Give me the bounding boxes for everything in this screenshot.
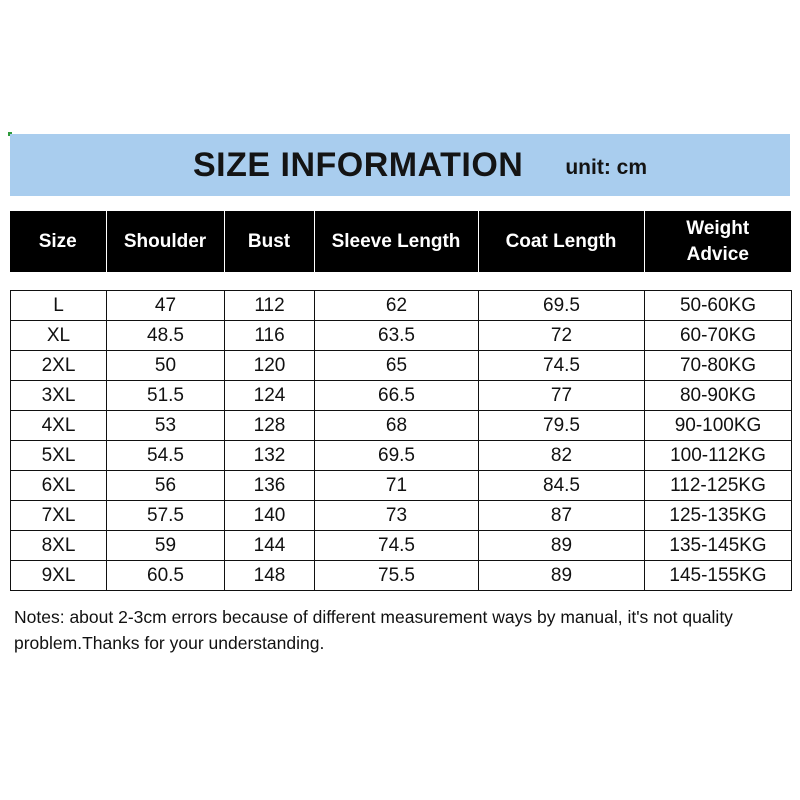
cell-bust: 136 (225, 471, 315, 501)
cell-sleeve-length: 74.5 (315, 531, 479, 561)
cell-size: 8XL (11, 531, 107, 561)
table-row (11, 351, 792, 381)
cell-weight-advice: 50-60KG (645, 291, 792, 321)
table-row (11, 531, 792, 561)
cell-sleeve-length: 63.5 (315, 321, 479, 351)
cell-coat-length: 74.5 (479, 351, 645, 381)
cell-bust: 124 (225, 381, 315, 411)
cell-size: 7XL (11, 501, 107, 531)
cell-sleeve-length: 73 (315, 501, 479, 531)
cell-sleeve-length: 65 (315, 351, 479, 381)
cell-size: L (11, 291, 107, 321)
cell-bust: 132 (225, 441, 315, 471)
cell-coat-length: 89 (479, 531, 645, 561)
header-shoulder: Shoulder (106, 211, 224, 272)
header-size: Size (10, 211, 106, 272)
cell-coat-length: 72 (479, 321, 645, 351)
cell-weight-advice: 70-80KG (645, 351, 792, 381)
cell-sleeve-length: 69.5 (315, 441, 479, 471)
cell-sleeve-length: 68 (315, 411, 479, 441)
table-row (11, 501, 792, 531)
cell-weight-advice: 112-125KG (645, 471, 792, 501)
cell-size: 9XL (11, 561, 107, 591)
table-row (11, 381, 792, 411)
cell-sleeve-length: 75.5 (315, 561, 479, 591)
table-row (11, 441, 792, 471)
cell-sleeve-length: 62 (315, 291, 479, 321)
unit-label: unit: cm (565, 156, 648, 179)
page-title: SIZE INFORMATION (192, 145, 524, 184)
header-row (10, 211, 791, 272)
cell-size: 2XL (11, 351, 107, 381)
table-row (11, 291, 792, 321)
cell-shoulder: 50 (107, 351, 225, 381)
header-bust: Bust (224, 211, 314, 272)
header-weight-advice (644, 211, 791, 272)
cell-shoulder: 48.5 (107, 321, 225, 351)
cell-coat-length: 82 (479, 441, 645, 471)
header-weight-line-1: Weight (686, 217, 750, 239)
cell-weight-advice: 125-135KG (645, 501, 792, 531)
cell-coat-length: 69.5 (479, 291, 645, 321)
cell-shoulder: 47 (107, 291, 225, 321)
table-row (11, 471, 792, 501)
cell-size: 3XL (11, 381, 107, 411)
header-coat-length: Coat Length (478, 211, 644, 272)
size-table (10, 290, 792, 591)
cell-weight-advice: 145-155KG (645, 561, 792, 591)
cell-coat-length: 79.5 (479, 411, 645, 441)
cell-weight-advice: 100-112KG (645, 441, 792, 471)
cell-size: 4XL (11, 411, 107, 441)
title-banner (10, 134, 790, 196)
cell-sleeve-length: 66.5 (315, 381, 479, 411)
cell-bust: 148 (225, 561, 315, 591)
size-table-body (11, 291, 792, 591)
cell-shoulder: 54.5 (107, 441, 225, 471)
cell-shoulder: 59 (107, 531, 225, 561)
cell-bust: 116 (225, 321, 315, 351)
cell-shoulder: 60.5 (107, 561, 225, 591)
table-row (11, 321, 792, 351)
header-sleeve-length: Sleeve Length (314, 211, 478, 272)
cell-bust: 120 (225, 351, 315, 381)
cell-sleeve-length: 71 (315, 471, 479, 501)
cell-shoulder: 57.5 (107, 501, 225, 531)
cell-weight-advice: 60-70KG (645, 321, 792, 351)
cell-bust: 140 (225, 501, 315, 531)
cell-size: 6XL (11, 471, 107, 501)
size-table-header (10, 211, 791, 272)
cell-weight-advice: 80-90KG (645, 381, 792, 411)
cell-coat-length: 77 (479, 381, 645, 411)
cell-coat-length: 84.5 (479, 471, 645, 501)
cell-shoulder: 56 (107, 471, 225, 501)
cell-shoulder: 51.5 (107, 381, 225, 411)
cell-weight-advice: 90-100KG (645, 411, 792, 441)
cell-size: XL (11, 321, 107, 351)
cell-coat-length: 87 (479, 501, 645, 531)
cell-coat-length: 89 (479, 561, 645, 591)
cell-shoulder: 53 (107, 411, 225, 441)
cell-weight-advice: 135-145KG (645, 531, 792, 561)
cell-bust: 144 (225, 531, 315, 561)
table-row (11, 561, 792, 591)
cell-bust: 128 (225, 411, 315, 441)
notes-text: Notes: about 2-3cm errors because of different measurement ways by manual, it's not quality problem.Thanks for your understanding. (14, 607, 733, 653)
cell-size: 5XL (11, 441, 107, 471)
cell-bust: 112 (225, 291, 315, 321)
header-weight-line-2: Advice (686, 243, 749, 265)
table-row (11, 411, 792, 441)
